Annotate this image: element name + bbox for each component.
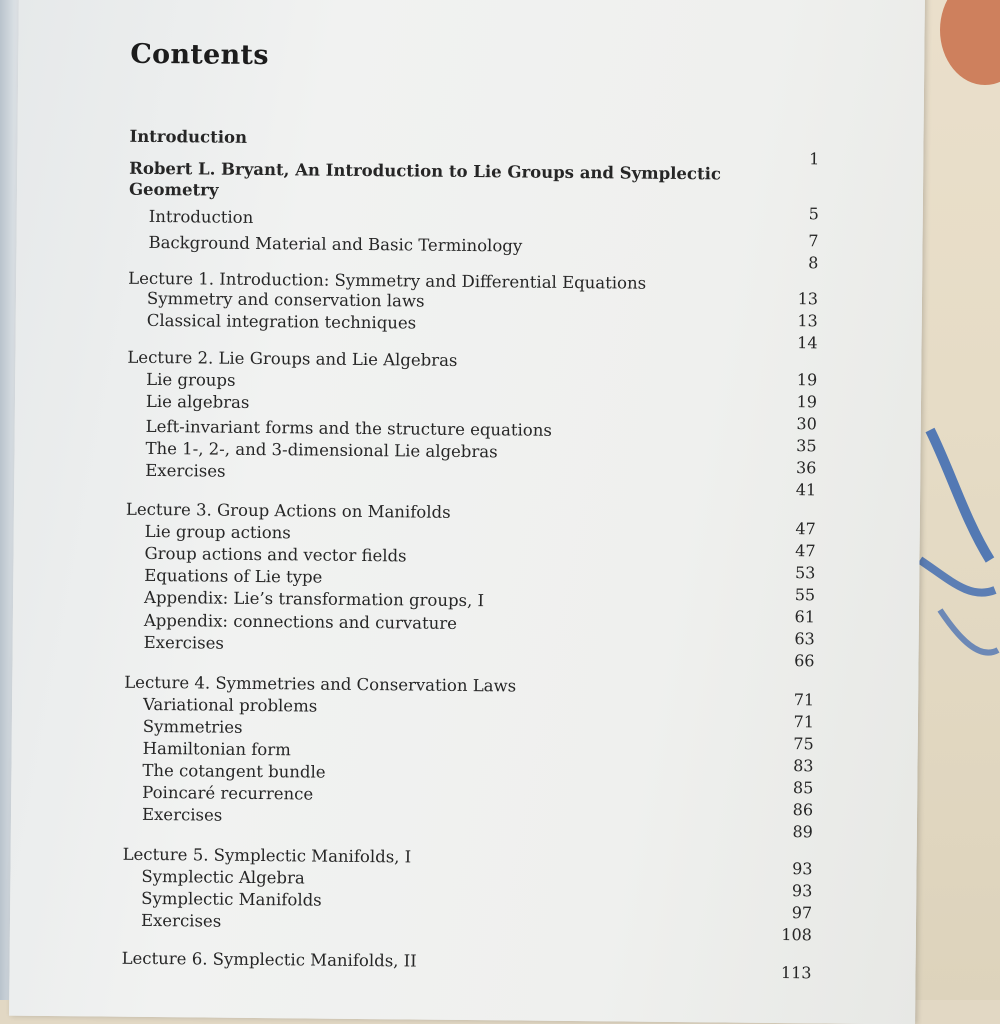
page-title: Contents [130,38,269,72]
toc-entry: Left-invariant forms and the structure equations [145,416,552,440]
book-page [9,0,925,1024]
page-number: 47 [795,541,816,561]
page-number: 75 [793,734,814,754]
lecture-title: Lecture 5. Symplectic Manifolds, I [122,844,412,867]
toc-entry: Lie group actions [144,521,291,543]
page-number: 13 [797,289,819,309]
toc-entry: Symmetry and conservation laws [146,288,425,311]
toc-entry: Poincaré recurrence [142,782,314,804]
page-number: 47 [795,519,816,539]
toc-entry: Symplectic Manifolds [141,888,322,910]
page-number: 97 [791,903,813,923]
page-number: 19 [796,370,818,390]
lecture-title: Lecture 1. Introduction: Symmetry and Differential Equations [128,268,647,293]
page-number: 13 [797,311,818,331]
toc-entry: Exercises [145,460,226,481]
section-title: Robert L. Bryant, An Introduction to Lie Groups and Symplectic [129,158,722,184]
page-number: 71 [793,690,815,710]
toc-entry: The 1-, 2-, and 3-dimensional Lie algebras [145,438,498,462]
page-number: 35 [796,436,817,456]
table-of-contents [9,0,925,1024]
page-number: 86 [792,800,814,820]
section-title: Geometry [128,179,219,200]
page-number: 93 [792,859,813,879]
page-number: 55 [794,585,816,605]
toc-entry: Background Material and Basic Terminology [148,232,523,256]
page-number: 71 [793,712,815,732]
toc-entry: Classical integration techniques [146,310,417,333]
toc-entry: Appendix: Lie’s transformation groups, I [144,587,485,611]
page-number: 63 [794,629,815,649]
section-title: Introduction [129,126,248,147]
lecture-title: Lecture 2. Lie Groups and Lie Algebras [127,347,458,370]
toc-entry: The cotangent bundle [142,760,326,782]
page-number: 5 [808,204,819,224]
toc-entry: Exercises [141,804,223,825]
page-number: 19 [796,392,818,412]
toc-entry: Variational problems [142,694,318,716]
toc-entry: Introduction [148,206,254,227]
lecture-title: Lecture 6. Symplectic Manifolds, II [121,948,417,971]
page-number: 14 [797,333,818,353]
page-number: 53 [794,563,816,583]
page-number: 113 [780,963,812,983]
page-number: 93 [791,881,813,901]
toc-entry: Hamiltonian form [142,738,291,760]
lecture-title: Lecture 3. Group Actions on Manifolds [125,499,451,522]
page-number: 41 [795,480,817,500]
page-number: 108 [781,925,812,945]
page-number: 83 [793,756,814,776]
toc-entry: Group actions and vector fields [144,543,407,566]
toc-entry: Exercises [143,632,224,653]
toc-entry: Symmetries [142,716,243,737]
toc-entry: Equations of Lie type [144,565,323,587]
toc-entry: Exercises [140,910,222,931]
page-number: 7 [808,231,819,251]
page-number: 66 [794,651,815,671]
toc-entry: Appendix: connections and curvature [143,610,458,633]
page-number: 89 [792,822,813,842]
page-number: 8 [808,253,819,273]
page-number: 85 [792,778,814,798]
page-number: 1 [809,149,820,169]
toc-entry: Lie algebras [145,391,250,412]
page-number: 61 [794,607,816,627]
page-number: 30 [796,414,817,434]
page-number: 36 [795,458,817,478]
lecture-title: Lecture 4. Symmetries and Conservation Laws [124,672,517,696]
toc-entry: Lie groups [146,369,236,390]
toc-entry: Symplectic Algebra [141,866,305,888]
